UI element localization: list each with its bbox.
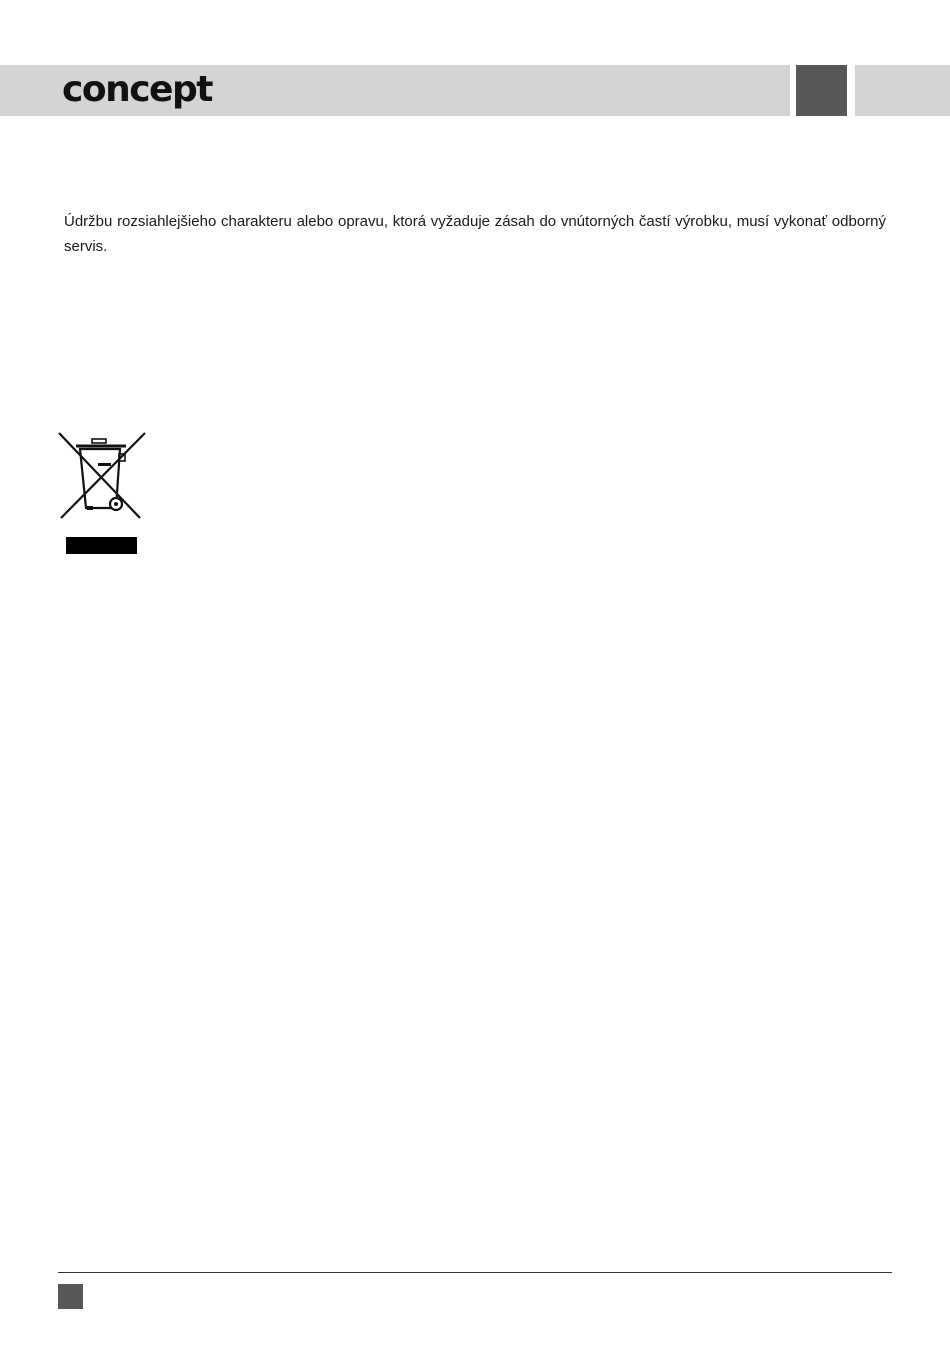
header-dark-tab — [796, 65, 847, 116]
footer-divider — [58, 1272, 892, 1273]
maintenance-paragraph: Údržbu rozsiahlejšieho charakteru alebo opravu, ktorá vyžaduje zásah do vnútorných častí výrobku, musí vykonať odborný servis. — [64, 213, 886, 255]
crossed-out-wheelie-bin-icon — [56, 430, 148, 558]
brand-logo: concept — [62, 69, 212, 110]
footer-page-marker — [58, 1284, 83, 1309]
header-right-tab — [855, 65, 950, 116]
